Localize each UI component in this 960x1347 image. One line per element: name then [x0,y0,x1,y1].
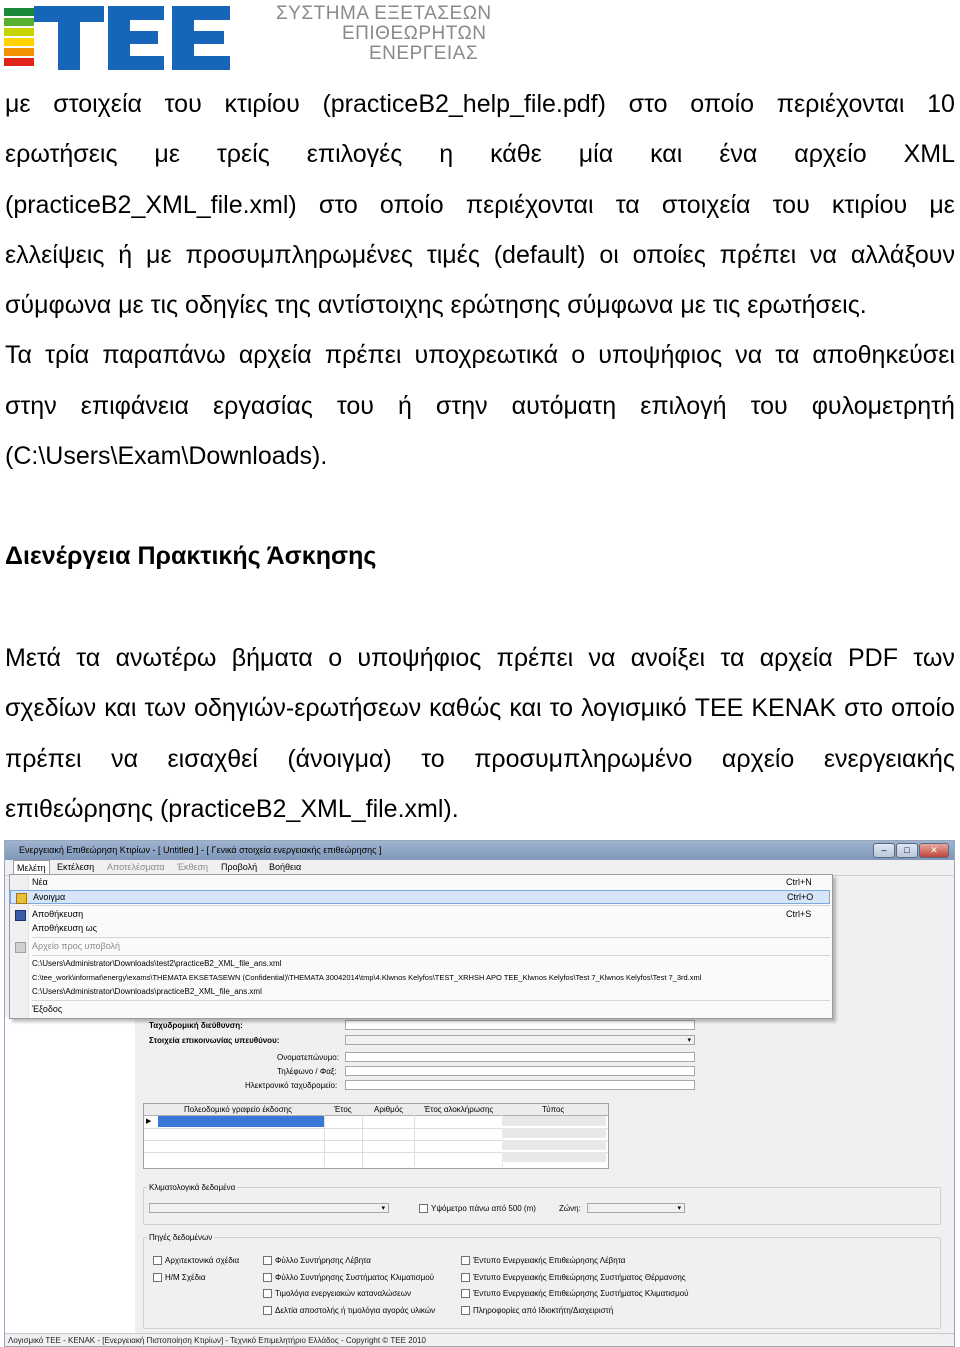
text-line: Τα τρία παραπάνω αρχεία πρέπει υποχρεωτικά ο υποψήφιος να τα αποθηκεύσει [5,341,955,370]
source-label: Αρχιτεκτονικά σχέδια [165,1256,240,1265]
software-screenshot [4,840,955,1347]
text-line: στην επιφάνεια εργασίας του ή στην αυτόματη επιλογή του φυλομετρητή [5,391,955,420]
text-line: ελλείψεις ή με προσυμπληρωμένες τιμές (default) οι οποίες πρέπει να αλλάξουν [5,240,955,269]
recent-file-2[interactable]: C:\tee_work\informat\energy\exams\THEMATA EKSETASEWN (Confidential)\THEMATA 30042014\tmp\4.Klwnos Kelyfos\TEST_XRHSH APO TEE_Klwnos Kelyfos\Test 7_Klwnos Kelyfos\Test 7_3rd.xml [32,973,702,982]
paragraph-building-files [5,79,955,481]
phone-field[interactable] [345,1066,695,1076]
zone-select[interactable]: ▾ [587,1203,685,1213]
grid-header: Έτος αλοκλήρωσης [424,1105,494,1114]
text-line: πρέπει να εισαχθεί (άνοιγμα) το προσυμπληρωμένο αρχείο ενεργειακής [5,744,955,773]
climate-select[interactable]: ▾ [149,1203,389,1213]
text-line: σχεδίων και των οδηγιών-ερωτήσεων καθώς και το λογισμικό ΤΕΕ ΚΕΝΑΚ στο οποίο [5,694,955,723]
name-label: Ονοματεπώνυμο: [277,1053,339,1062]
postal-address-field[interactable] [345,1020,695,1030]
source-label: Δελτία αποστολής ή τιμολόγια αγοράς υλικών [275,1306,436,1315]
text-line: επιθεώρησης (practiceB2_XML_file.xml). [5,794,459,823]
menu-item-save-as[interactable]: Αποθήκευση ως [32,923,97,933]
text-line: (C:\Users\Exam\Downloads). [5,442,328,471]
subtitle-line: ΕΝΕΡΓΕΙΑΣ [369,43,479,64]
menu-view[interactable]: Προβολή [221,862,258,872]
paragraph-procedure [5,633,955,834]
menu-item-exit[interactable]: Έξοδος [32,1004,63,1014]
altitude-checkbox[interactable] [419,1204,428,1213]
logo-subtitle [276,4,492,64]
menu-help[interactable]: Βοήθεια [269,862,302,872]
section-heading: Διενέργεια Πρακτικής Άσκησης [5,542,377,570]
sources-group [143,1237,941,1329]
menu-item-save[interactable]: Αποθήκευση Ctrl+S [10,908,830,922]
source-checkbox[interactable] [263,1256,272,1265]
source-label: Τιμολόγια ενεργειακών καταναλώσεων [275,1289,411,1298]
text-line: ερωτήσεις με τρείς επιλογές η κάθε μία και ένα αρχείο XML [5,140,955,169]
source-checkbox[interactable] [461,1306,470,1315]
grid-selected-cell[interactable] [158,1116,324,1127]
text-line: (practiceB2_XML_file.xml) στο οποίο περιέχονται τα στοιχεία του κτιρίου με [5,190,955,219]
source-checkbox[interactable] [153,1273,162,1282]
recent-file-3[interactable]: C:\Users\Administrator\Downloads\practiceB2_XML_file_ans.xml [32,987,262,996]
sources-group-label: Πηγές δεδομένων [149,1233,213,1242]
zone-label: Ζώνη: [559,1204,581,1213]
document-icon [15,942,26,953]
source-label: Πληροφορίες από Ιδιοκτήτη/Διαχειριστή [473,1306,614,1315]
window-title: Ενεργειακή Επιθεώρηση Κτιρίων - [ Untitled ] - [ Γενικά στοιχεία ενεργειακής επιθεώρησης ] [19,845,382,855]
source-checkbox[interactable] [263,1289,272,1298]
source-checkbox[interactable] [153,1256,162,1265]
contact-info-select[interactable]: ▾ [345,1035,695,1045]
source-label: Η/Μ Σχέδια [165,1273,206,1282]
menu-execute[interactable]: Εκτέλεση [57,862,95,872]
menu-item-open[interactable]: Ανοιγμα Ctrl+O [10,890,830,904]
altitude-label: Υψόμετρο πάνω από 500 (m) [431,1204,536,1213]
text-line: σύμφωνα με τις οδηγίες της αντίστοιχης ερώτησης σύμφωνα με τις ερωτήσεις. [5,291,867,320]
folder-icon [16,893,27,904]
source-checkbox[interactable] [263,1273,272,1282]
grid-header: Έτος [334,1105,352,1114]
email-field[interactable] [345,1080,695,1090]
permits-grid[interactable]: Πολεοδομικό γραφείο έκδοσης Έτος Αριθμός Έτος αλοκλήρωσης Τύπος ▶ [143,1103,609,1169]
grid-header: Πολεοδομικό γραφείο έκδοσης [184,1105,292,1114]
climate-group-label: Κλιματολογικά δεδομένα [149,1183,236,1192]
source-checkbox[interactable] [461,1289,470,1298]
text-line: με στοιχεία του κτιρίου (practiceB2_help_file.pdf) στο οποίο περιέχονται 10 [5,90,955,118]
window-titlebar [5,841,954,860]
status-bar [5,1333,954,1347]
source-label: Φύλλο Συντήρησης Συστήματος Κλιματισμού [275,1273,435,1282]
recent-file-1[interactable]: C:\Users\Administrator\Downloads\test2\practiceB2_XML_file_ans.xml [32,959,282,968]
menu-results[interactable]: Αποτελέσματα [107,862,165,872]
text-line: Μετά τα ανωτέρω βήματα ο υποψήφιος πρέπει να ανοίξει τα αρχεία PDF των [5,644,955,672]
close-icon[interactable]: ✕ [919,843,949,858]
menu-report[interactable]: Έκθεση [177,862,209,872]
source-label: Φύλλο Συντήρησης Λέβητα [275,1256,371,1265]
source-label: Έντυπο Ενεργειακής Επιθεώρησης Συστήματος Θέρμανσης [473,1273,686,1282]
source-label: Έντυπο Ενεργειακής Επιθεώρησης Λέβητα [473,1256,626,1265]
tee-logo-graphic [4,2,232,72]
phone-label: Τηλέφωνο / Φαξ: [277,1067,337,1076]
subtitle-line: ΣΥΣΤΗΜΑ ΕΞΕΤΑΣΕΩΝ [276,3,492,24]
source-checkbox[interactable] [461,1273,470,1282]
tee-logo [4,2,232,72]
status-text: Λογισμικό ΤΕΕ - ΚΕΝΑΚ - [Ενεργειακή Πιστοποίηση Κτιρίων] - Τεχνικό Επιμελητήριο Ελλάδος - Copyright © ΤΕΕ 2010 [8,1336,426,1345]
source-checkbox[interactable] [263,1306,272,1315]
file-menu-dropdown [9,874,833,1019]
left-panel [5,1017,136,1333]
menu-item-submit-file[interactable]: Αρχείο προς υποβολή [10,940,830,954]
maximize-icon[interactable]: □ [896,843,918,858]
source-checkbox[interactable] [461,1256,470,1265]
name-field[interactable] [345,1052,695,1062]
minimize-icon[interactable]: – [873,843,895,858]
email-label: Ηλεκτρονικό ταχυδρομείο: [245,1081,338,1090]
source-label: Έντυπο Ενεργειακής Επιθεώρησης Συστήματος Κλιματισμού [473,1289,689,1298]
save-icon [15,910,26,921]
general-data-form [135,1017,941,1333]
postal-address-label: Ταχυδρομική διεύθυνση: [149,1021,243,1030]
menu-item-new[interactable]: Νέα Ctrl+N [32,877,812,887]
grid-header: Αριθμός [374,1105,404,1114]
subtitle-line: ΕΠΙΘΕΩΡΗΤΩΝ [342,23,487,44]
contact-info-label: Στοιχεία επικοινωνίας υπευθύνου: [149,1036,280,1045]
grid-header: Τύπος [542,1105,565,1114]
menu-study[interactable]: Μελέτη [13,860,50,875]
